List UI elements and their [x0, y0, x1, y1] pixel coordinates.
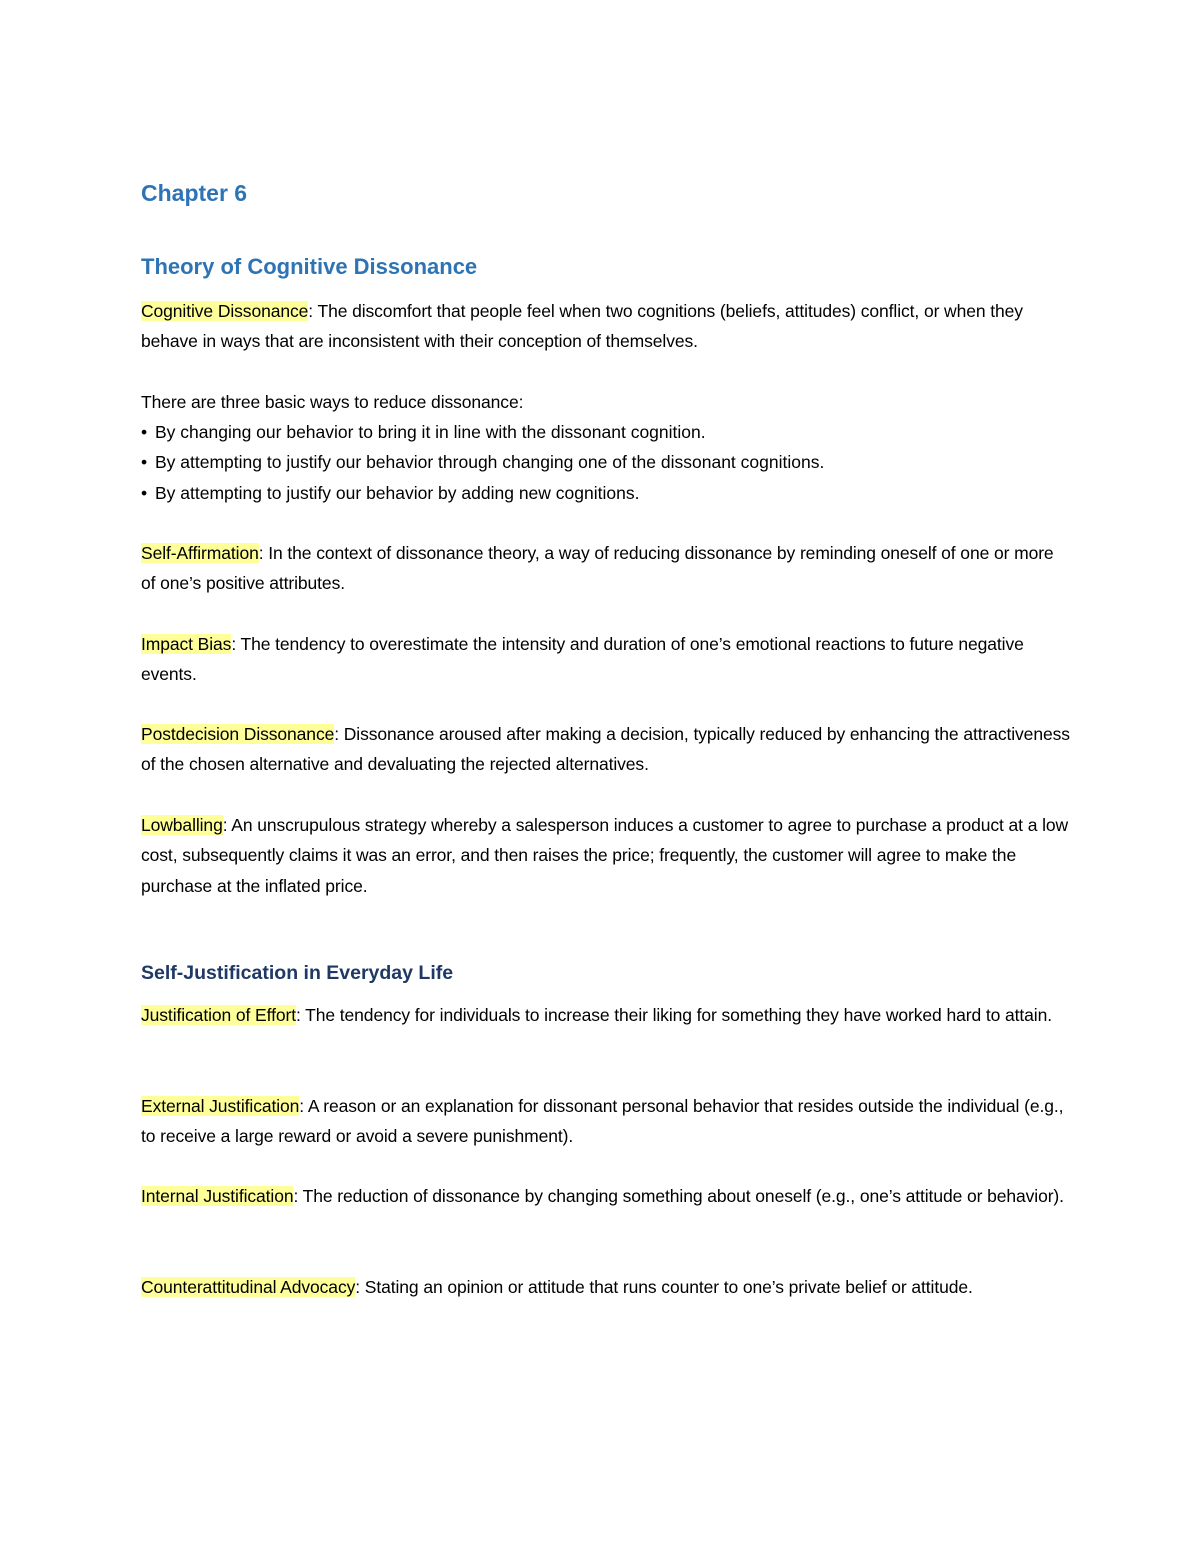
- definition-text: : In the context of dissonance theory, a way of reducing dissonance by reminding oneself of one or more of one’s positive attributes.: [141, 543, 1054, 594]
- list-item: • By changing our behavior to bring it in line with the dissonant cognition.: [141, 417, 1071, 447]
- definition-internal-justification: [141, 1181, 1071, 1211]
- definition-cognitive-dissonance: [141, 296, 1071, 357]
- chapter-title: Chapter 6: [141, 180, 248, 206]
- bullet-icon: •: [141, 422, 148, 442]
- definition-postdecision-dissonance: [141, 719, 1071, 780]
- definition-term: Self-Affirmation: [141, 543, 259, 563]
- definition-justification-of-effort: [141, 1000, 1071, 1030]
- definition-term: Cognitive Dissonance: [141, 301, 309, 321]
- definition-text: : The reduction of dissonance by changing something about oneself (e.g., one’s attitude or behavior).: [293, 1186, 1064, 1206]
- section-title-cognitive-dissonance: Theory of Cognitive Dissonance: [141, 254, 478, 279]
- definition-term: External Justification: [141, 1096, 300, 1116]
- reduce-dissonance-list: [141, 417, 1071, 508]
- bullet-icon: •: [141, 482, 148, 503]
- section-title-self-justification: Self-Justification in Everyday Life: [141, 962, 454, 984]
- list-item: • By attempting to justify our behavior through changing one of the dissonant cognitions.: [141, 447, 1071, 477]
- definition-text: : Dissonance aroused after making a decision, typically reduced by enhancing the attractiveness of the chosen alternative and devaluating the rejected alternatives.: [141, 724, 1070, 775]
- definition-impact-bias: [141, 629, 1071, 690]
- definition-text: : A reason or an explanation for dissonant personal behavior that resides outside the individual (e.g., to receive a large reward or avoid a severe punishment).: [141, 1096, 1064, 1147]
- definition-text: : The discomfort that people feel when two cognitions (beliefs, attitudes) conflict, or when they behave in ways that are inconsistent with their conception of themselves.: [141, 301, 1023, 352]
- definition-term: Internal Justification: [141, 1186, 294, 1206]
- definition-text: : The tendency for individuals to increase their liking for something they have worked hard to attain.: [295, 1005, 1052, 1025]
- list-item: • By attempting to justify our behavior by adding new cognitions.: [141, 478, 1071, 508]
- definition-term: Counterattitudinal Advocacy: [141, 1277, 356, 1297]
- definition-term: Postdecision Dissonance: [141, 724, 335, 744]
- definition-external-justification: [141, 1091, 1071, 1152]
- definition-text: : Stating an opinion or attitude that runs counter to one’s private belief or attitude.: [355, 1277, 973, 1297]
- definition-lowballing: [141, 810, 1071, 901]
- reduce-dissonance-intro: There are three basic ways to reduce dissonance:: [141, 392, 524, 412]
- definition-counterattitudinal-advocacy: [141, 1272, 1071, 1302]
- definition-term: Justification of Effort: [141, 1005, 296, 1025]
- bullet-icon: •: [141, 452, 148, 473]
- definition-term: Lowballing: [141, 815, 223, 835]
- definition-term: Impact Bias: [141, 634, 232, 654]
- definition-text: : The tendency to overestimate the intensity and duration of one’s emotional reactions to future negative events.: [141, 634, 1024, 685]
- definition-self-affirmation: [141, 538, 1071, 599]
- definition-text: : An unscrupulous strategy whereby a salesperson induces a customer to agree to purchase a product at a low cost, subsequently claims it was an error, and then raises the price; frequently, the customer will agree to make the purchase at the inflated price.: [141, 815, 1069, 896]
